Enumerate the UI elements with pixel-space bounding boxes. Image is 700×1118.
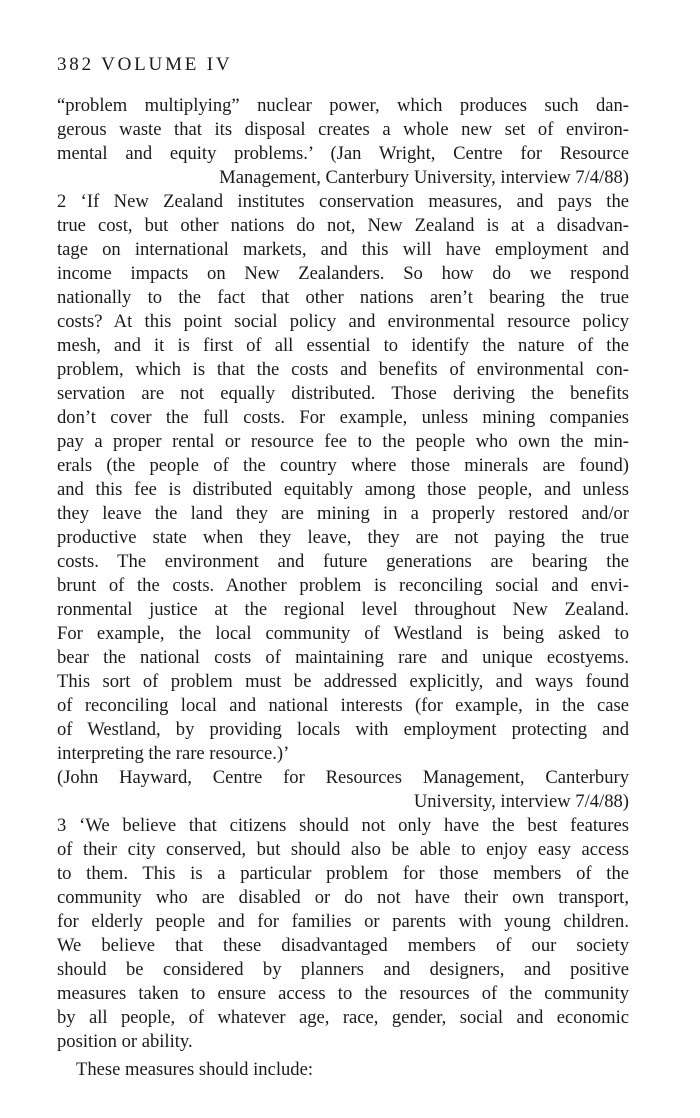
text-line: ronmental justice at the regional level throughout New Zealand. [57,599,629,620]
text-line: and this fee is distributed equitably among those people, and unless [57,479,629,500]
text-line: costs? At this point social policy and environmental resource policy [57,311,629,332]
item-start-line: 3 ‘We believe that citizens should not only have the best features [57,815,629,836]
text-line: “problem multiplying” nuclear power, which produces such dan- [57,95,629,116]
text-line: by all people, of whatever age, race, gender, social and economic [57,1007,629,1028]
text-line: tage on international markets, and this will have employment and [57,239,629,260]
text-line: These measures should include: [76,1059,314,1080]
citation-line: University, interview 7/4/88) [413,791,629,812]
text-line: they leave the land they are mining in a properly restored and/or [57,503,629,524]
text-line: pay a proper rental or resource fee to the people who own the min- [57,431,629,452]
text-line: erals (the people of the country where those minerals are found) [57,455,629,476]
text-line: of their city conserved, but should also be able to enjoy easy access [57,839,629,860]
text-line: We believe that these disadvantaged members of our society [57,935,629,956]
text-line: problem, which is that the costs and benefits of environmental con- [57,359,629,380]
text-line: servation are not equally distributed. Those deriving the benefits [57,383,629,404]
text-line: interpreting the rare resource.)’ [57,743,290,764]
item-start-line: 2 ‘If New Zealand institutes conservation measures, and pays the [57,191,629,212]
text-line: mesh, and it is first of all essential to identify the nature of the [57,335,629,356]
text-line: mental and equity problems.’ (Jan Wright, Centre for Resource [57,143,629,164]
text-line: of reconciling local and national interests (for example, in the case [57,695,629,716]
text-line: nationally to the fact that other nations aren’t bearing the true [57,287,629,308]
text-line: don’t cover the full costs. For example, unless mining companies [57,407,629,428]
text-line: brunt of the costs. Another problem is reconciling social and envi- [57,575,629,596]
text-line: measures taken to ensure access to the resources of the community [57,983,629,1004]
text-line: should be considered by planners and designers, and positive [57,959,629,980]
text-line: position or ability. [57,1031,193,1052]
text-line: true cost, but other nations do not, New Zealand is at a disadvan- [57,215,629,236]
text-line: This sort of problem must be addressed explicitly, and ways found [57,671,629,692]
text-line: for elderly people and for families or parents with young children. [57,911,629,932]
text-line: bear the national costs of maintaining rare and unique ecostyems. [57,647,629,668]
text-line: community who are disabled or do not have their own transport, [57,887,629,908]
text-line: For example, the local community of Westland is being asked to [57,623,629,644]
text-line: income impacts on New Zealanders. So how do we respond [57,263,629,284]
text-line: costs. The environment and future generations are bearing the [57,551,629,572]
citation-line: (John Hayward, Centre for Resources Management, Canterbury [57,767,629,788]
text-line: productive state when they leave, they are not paying the true [57,527,629,548]
citation-line: Management, Canterbury University, interview 7/4/88) [219,167,629,188]
text-line: to them. This is a particular problem for those members of the [57,863,629,884]
text-line: gerous waste that its disposal creates a whole new set of environ- [57,119,629,140]
running-header: 382 VOLUME IV [57,54,233,75]
text-line: of Westland, by providing locals with employment protecting and [57,719,629,740]
